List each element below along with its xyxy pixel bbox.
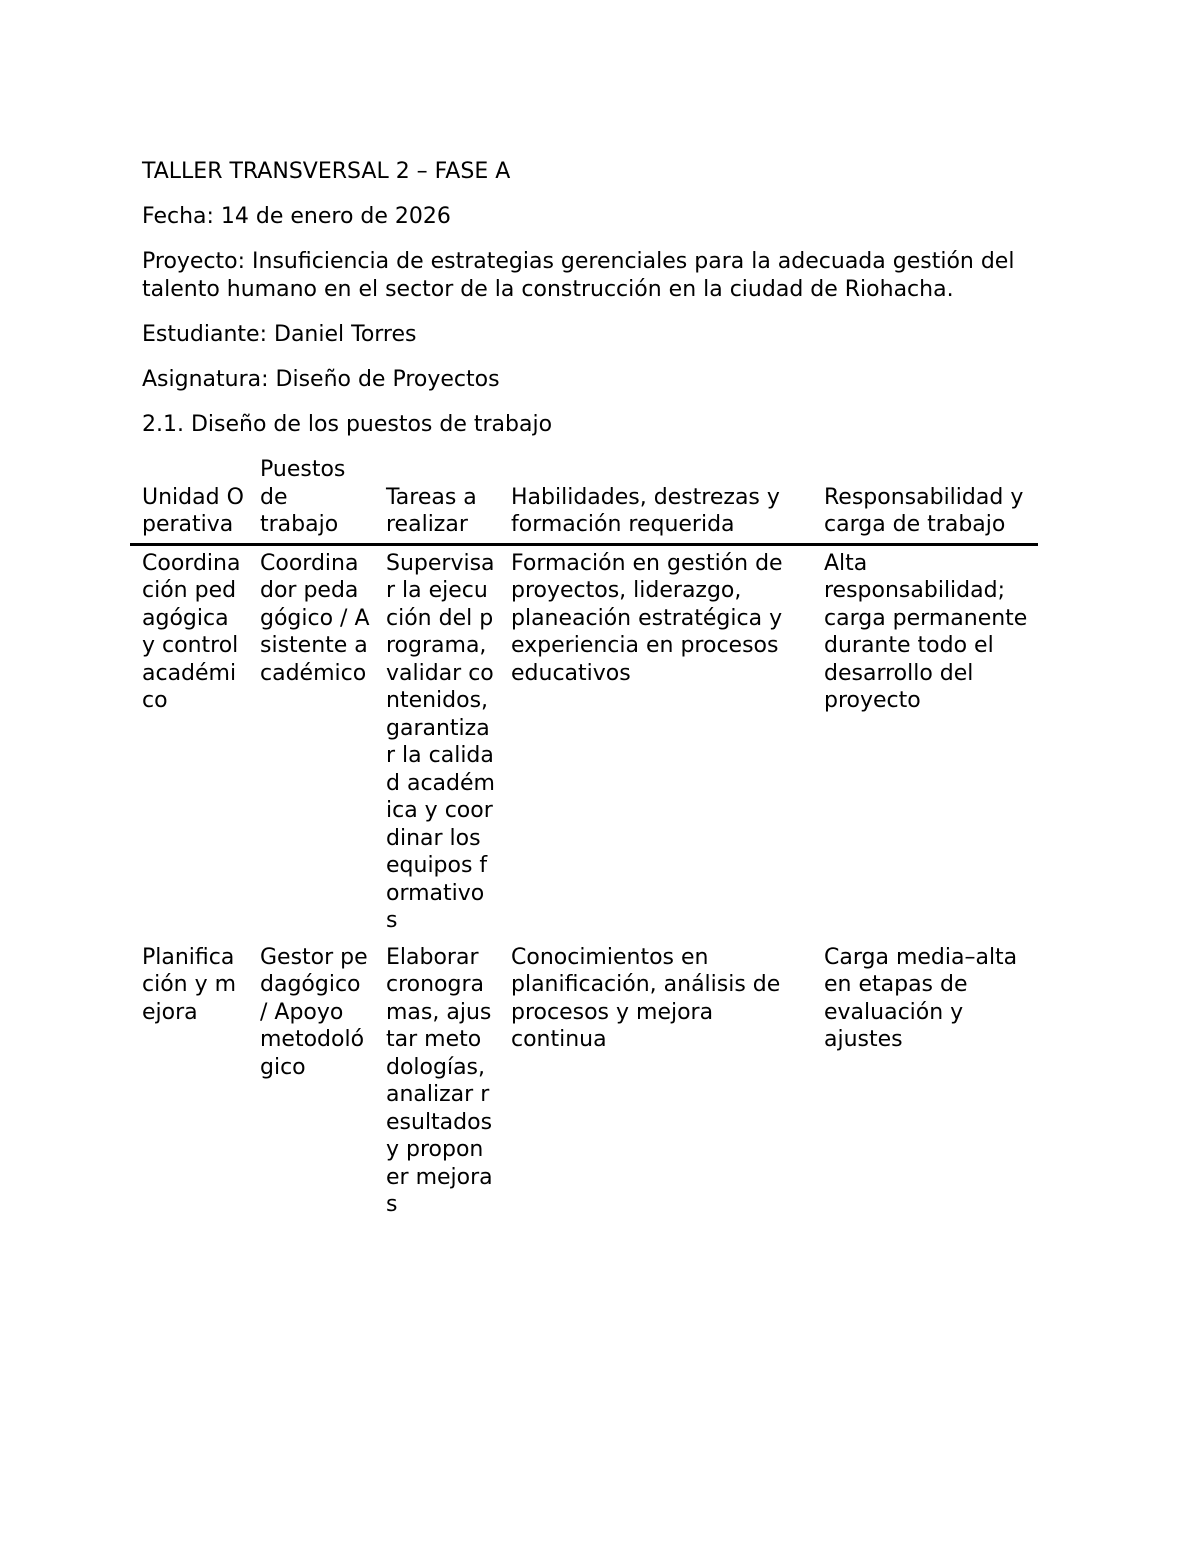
cell-tareas: Supervisar la ejecución del programa, validar contenidos, garantizar la calidad académica y coordinar los equipos formativos [386,550,495,933]
cell-unidad-operativa: Planificación y mejora [142,944,237,1025]
header-tareas-a-realizar: Tareas a realizar [374,456,499,544]
cell-tareas: Elaborar cronogramas, ajustar metodologías, analizar resultados y proponer mejoras [386,944,493,1217]
cell-habilidades: Formación en gestión de proyectos, liderazgo, planeación estratégica y experiencia en procesos educativos [511,550,783,686]
cell-habilidades: Conocimientos en planificación, análisis de procesos y mejora continua [511,944,781,1052]
cell-responsabilidad: Alta responsabilidad; carga permanente durante todo el desarrollo del proyecto [824,550,1028,713]
table-row [130,939,1038,1223]
cell-puestos-de-trabajo: Gestor pedagógico / Apoyo metodológico [260,944,368,1080]
cell-unidad-operativa: Coordinación pedagógica y control académico [142,550,241,713]
header-responsabilidad: Responsabilidad y carga de trabajo [812,456,1038,544]
project-line: Proyecto: Insuficiencia de estrategias gerenciales para la adecuada gestión del talento humano en el sector de la construcción en la ciudad de Riohacha. [142,249,1015,302]
header-puestos-de-trabajo: Puestos de trabajo [248,456,374,544]
subject-line: Asignatura: Diseño de Proyectos [142,367,500,392]
job-design-table [130,456,1038,1223]
document-page [142,158,1062,1223]
date-line: Fecha: 14 de enero de 2026 [142,204,451,229]
cell-puestos-de-trabajo: Coordinador pedagógico / Asistente académico [260,550,370,686]
header-unidad-operativa: Unidad Operativa [130,456,248,544]
table-header-row [130,456,1038,544]
section-heading: 2.1. Diseño de los puestos de trabajo [142,412,553,437]
table-row [130,544,1038,939]
cell-responsabilidad: Carga media–alta en etapas de evaluación y ajustes [824,944,1018,1052]
header-habilidades: Habilidades, destrezas y formación requerida [499,456,812,544]
document-title: TALLER TRANSVERSAL 2 – FASE A [142,159,511,184]
student-line: Estudiante: Daniel Torres [142,322,417,347]
